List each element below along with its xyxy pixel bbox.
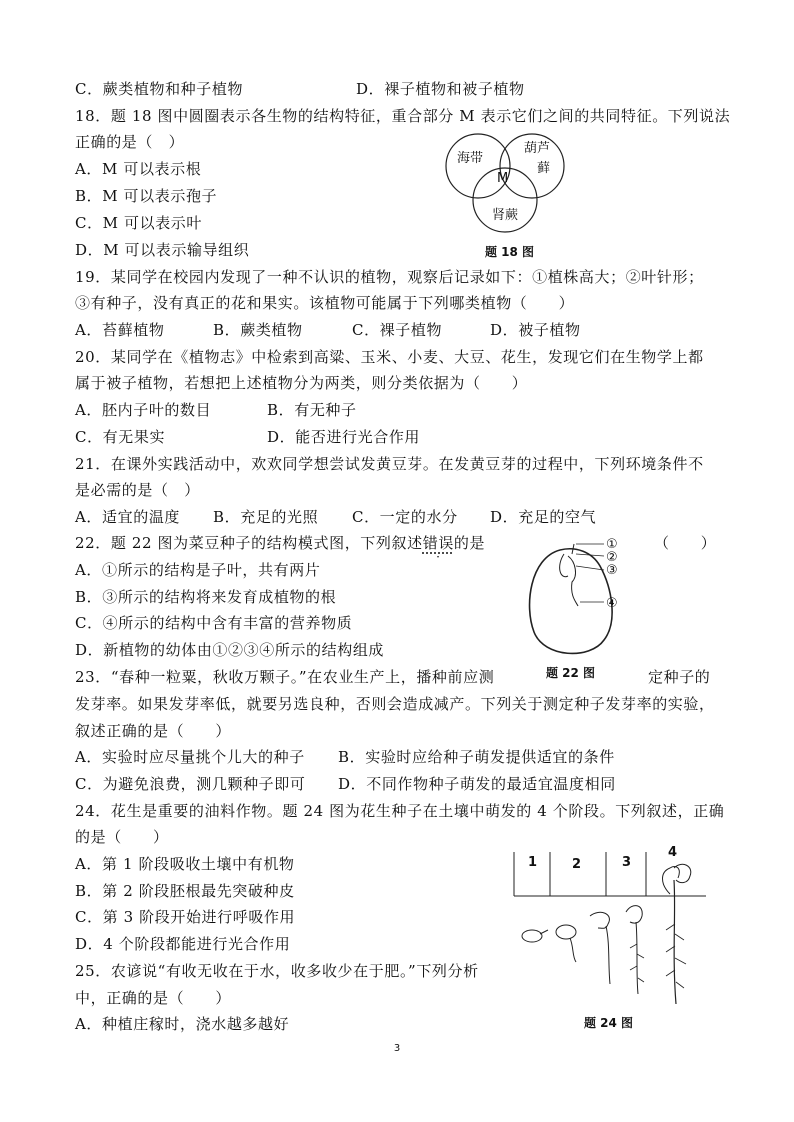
q18-option-a: A．M 可以表示根 <box>75 160 202 178</box>
q19-stem-line2: ③有种子，没有真正的花和果实。该植物可能属于下列哪类植物（ ） <box>75 294 575 312</box>
q23-option-a: A．实验时应尽量挑个儿大的种子 <box>75 748 305 766</box>
q20-stem-line2: 属于被子植物，若想把上述植物分为两类，则分类依据为（ ） <box>75 374 528 392</box>
embryo-plumule <box>560 554 568 577</box>
q23-option-b: B．实验时应给种子萌发提供适宜的条件 <box>338 748 615 766</box>
q24-option-b: B．第 2 阶段胚根最先突破种皮 <box>75 882 295 900</box>
q22-stem-emphasis: 错误 <box>422 534 454 552</box>
q22-stem-pre: 22．题 22 图为菜豆种子的结构模式图，下列叙述 <box>75 534 423 552</box>
q24-option-d: D．4 个阶段都能进行光合作用 <box>75 935 291 953</box>
q18-option-c: C．M 可以表示叶 <box>75 214 203 232</box>
q23-stem-line2: 发芽率。如果发芽率低，就要另选良种，否则会造成减产。下列关于测定种子发芽率的实验， <box>75 695 715 713</box>
stage2-root <box>570 938 576 962</box>
q23-stem-line1a: 23．“春种一粒粟，秋收万颗子。”在农业生产上，播种前应测 <box>75 668 495 686</box>
stage1-seed <box>522 930 542 942</box>
q24-stem-line1: 24．花生是重要的油料作物。题 24 图为花生种子在土壤中萌发的 4 个阶段。下列叙述，正确 <box>75 802 725 820</box>
stage-label-1: 1 <box>528 855 538 870</box>
venn-label-bottom: 肾蕨 <box>492 208 519 223</box>
q20-option-d: D．能否进行光合作用 <box>267 428 421 446</box>
q22-option-a: A．①所示的结构是子叶，共有两片 <box>75 561 321 579</box>
stage3-cotyledon <box>590 912 609 928</box>
q17-option-d: D．裸子植物和被子植物 <box>356 80 525 98</box>
venn-label-center: M <box>497 171 509 186</box>
q22-option-b: B．③所示的结构将来发育成植物的根 <box>75 588 337 606</box>
q23-option-c: C．为避免浪费，测几颗种子即可 <box>75 775 306 793</box>
q21-option-b: B．充足的光照 <box>213 508 319 526</box>
q23-stem-line1b: 定种子的 <box>648 668 711 686</box>
q23-stem-line3: 叙述正确的是（ ） <box>75 722 232 740</box>
label-1: ① <box>606 537 618 552</box>
stage-label-4: 4 <box>668 845 678 860</box>
q19-stem-line1: 19．某同学在校园内发现了一种不认识的植物，观察后记录如下：①植株高大；②叶针形； <box>75 268 704 286</box>
q22-stem-post: 的是 <box>453 534 486 552</box>
page-number: 3 <box>393 1043 401 1054</box>
fig22-caption: 题 22 图 <box>546 666 596 680</box>
q18-stem-line1: 18．题 18 图中圆圈表示各生物的结构特征，重合部分 M 表示它们之间的共同特征。下列说法 <box>75 107 731 125</box>
q20-stem-line1: 20．某同学在《植物志》中检索到高粱、玉米、小麦、大豆、花生，发现它们在生物学上都 <box>75 348 704 366</box>
stage4-stem-root <box>674 880 676 1004</box>
bean-seed-figure <box>520 536 630 660</box>
q18-stem-line2: 正确的是（ ） <box>75 133 185 151</box>
q25-option-a: A．种植庄稼时，浇水越多越好 <box>75 1015 290 1033</box>
q23-option-d: D．不同作物种子萌发的最适宜温度相同 <box>338 775 616 793</box>
q22-option-d: D．新植物的幼体由①②③④所示的结构组成 <box>75 641 385 659</box>
stage-label-3: 3 <box>622 855 632 870</box>
q21-option-c: C．一定的水分 <box>352 508 458 526</box>
q17-option-c: C．蕨类植物和种子植物 <box>75 80 244 98</box>
peanut-germination-figure <box>510 844 710 1014</box>
stage3-root <box>606 926 610 984</box>
stage2-seed <box>556 925 576 939</box>
q18-option-b: B．M 可以表示孢子 <box>75 187 218 205</box>
q19-option-c: C．裸子植物 <box>352 321 443 339</box>
embryo-axis <box>568 556 578 606</box>
q24-stem-line2: 的是（ ） <box>75 828 169 846</box>
label-3: ③ <box>606 563 618 578</box>
venn-label-right-2: 藓 <box>537 161 551 176</box>
seed-coat-outline <box>530 549 613 654</box>
venn-diagram-figure <box>440 128 575 236</box>
q18-option-d: D．M 可以表示输导组织 <box>75 241 250 259</box>
stage1-radicle <box>540 930 548 934</box>
venn-label-left: 海带 <box>457 151 484 166</box>
q25-stem-line2: 中，正确的是（ ） <box>75 989 232 1007</box>
q22-stem <box>75 533 485 553</box>
fig18-caption: 题 18 图 <box>485 245 535 259</box>
q19-option-d: D．被子植物 <box>490 321 581 339</box>
stage-label-2: 2 <box>572 857 582 872</box>
stage3b-root <box>636 922 638 994</box>
q20-option-a: A．胚内子叶的数目 <box>75 401 212 419</box>
q21-stem-line2: 是必需的是（ ） <box>75 481 200 499</box>
q21-option-d: D．充足的空气 <box>490 508 597 526</box>
q24-option-c: C．第 3 阶段开始进行呼吸作用 <box>75 908 296 926</box>
q22-option-c: C．④所示的结构中含有丰富的营养物质 <box>75 614 353 632</box>
label-4: ④ <box>606 596 618 611</box>
q20-option-c: C．有无果实 <box>75 428 166 446</box>
q21-stem-line1: 21．在课外实践活动中，欢欢同学想尝试发黄豆芽。在发黄豆芽的过程中，下列环境条件不 <box>75 455 704 473</box>
q25-stem-line1: 25．农谚说“有收无收在于水，收多收少在于肥。”下列分析 <box>75 962 479 980</box>
q22-answer-paren: （ ） <box>654 534 717 552</box>
stage3b-cotyledon <box>626 906 642 924</box>
q19-option-b: B．蕨类植物 <box>213 321 303 339</box>
q24-option-a: A．第 1 阶段吸收土壤中有机物 <box>75 855 295 873</box>
q19-option-a: A．苔藓植物 <box>75 321 165 339</box>
venn-label-right-1: 葫芦 <box>524 141 551 156</box>
fig24-caption: 题 24 图 <box>584 1016 634 1030</box>
stage4-root-hairs <box>666 924 686 988</box>
q20-option-b: B．有无种子 <box>267 401 357 419</box>
q21-option-a: A．适宜的温度 <box>75 508 181 526</box>
label-2: ② <box>606 550 618 565</box>
